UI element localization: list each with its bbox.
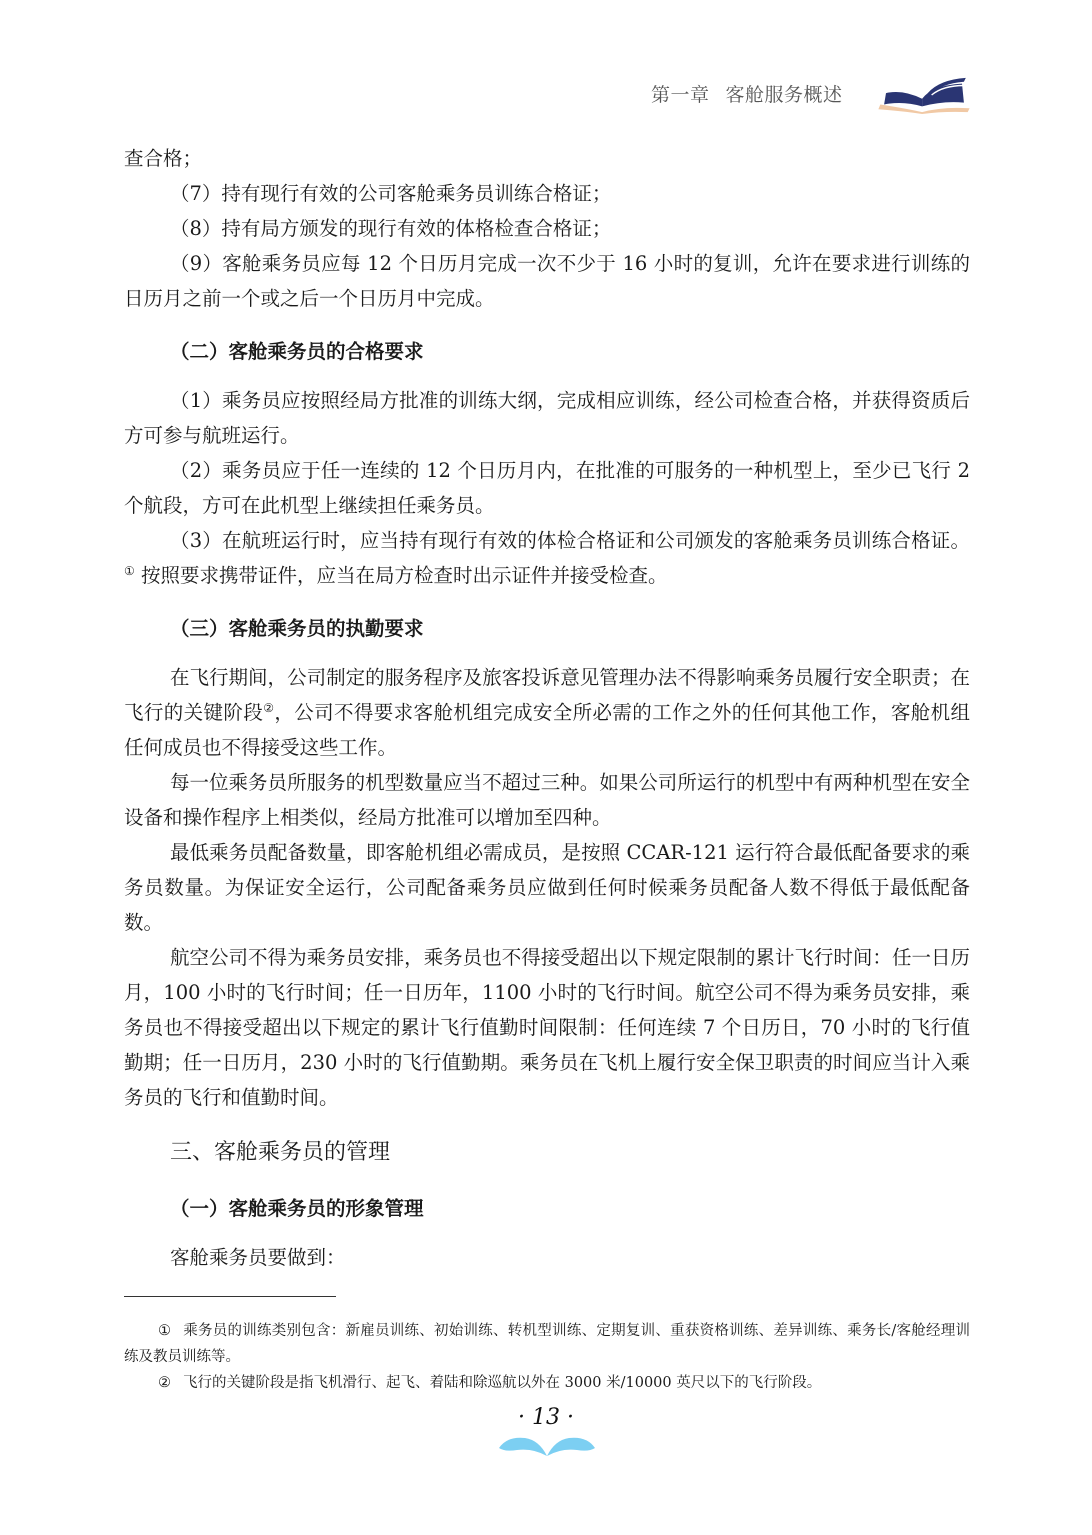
list-item: （2）乘务员应于任一连续的 12 个日历月内，在批准的可服务的一种机型上，至少已飞行 2 个航段，方可在此机型上继续担任乘务员。 (124, 459, 970, 517)
paragraph: 最低乘务员配备数量，即客舱机组必需成员，是按照 CCAR-121 运行符合最低配备要求的乘务员数量。为保证安全运行，公司配备乘务员应做到任何时候乘务员配备人数不得低于最低配备数。 (124, 841, 970, 934)
footnote-ref-1[interactable]: ① (124, 564, 135, 578)
list-item: （9）客舱乘务员应每 12 个日历月完成一次不少于 16 小时的复训，允许在要求进行训练的日历月之前一个或之后一个日历月中完成。 (124, 252, 970, 310)
paragraph: 在飞行期间，公司制定的服务程序及旅客投诉意见管理办法不得影响乘务员履行安全职责；在飞行的关键阶段②，公司不得要求客舱机组完成安全所必需的工作之外的任何其他工作，客舱机组任何成员也不得接受这些工作。 (124, 666, 970, 759)
section-heading-duty: （三）客舱乘务员的执勤要求 (170, 617, 424, 640)
page-body (124, 141, 970, 1275)
chapter-number: 第一章 (651, 84, 710, 106)
list-item: （3）在航班运行时，应当持有现行有效的体检合格证和公司颁发的客舱乘务员训练合格证。① 按照要求携带证件，应当在局方检查时出示证件并接受检查。 (124, 529, 970, 587)
footnote-ref-2[interactable]: ② (263, 701, 275, 715)
wave-ornament-icon (497, 1434, 597, 1458)
list-item: （7）持有现行有效的公司客舱乘务员训练合格证； (170, 182, 612, 205)
paragraph: 航空公司不得为乘务员安排，乘务员也不得接受超出以下规定限制的累计飞行时间：任一日历月，100 小时的飞行时间；任一日历年，1100 小时的飞行时间。航空公司不得为乘务员安排，乘务员也不得接受超出以下规定的累计飞行值勤时间限制：任何连续 7 个日历日，70 小时的飞行值勤期；任一日历月，230 小时的飞行值勤期。乘务员在飞机上履行安全保卫职责的时间应当计入乘务员的飞行和值勤时间。 (124, 946, 970, 1109)
list-item: （8）持有局方颁发的现行有效的体格检查合格证； (170, 217, 612, 240)
continuation-line: 查合格； (124, 147, 203, 170)
page-number: · 13 · (518, 1405, 574, 1430)
chapter-title: 客舱服务概述 (725, 84, 843, 106)
footnotes (124, 1318, 970, 1396)
open-book-icon (876, 76, 972, 114)
part-heading-management: 三、客舱乘务员的管理 (170, 1140, 391, 1165)
footnote: ② 飞行的关键阶段是指飞机滑行、起飞、着陆和除巡航以外在 3000 米/10000 英尺以下的飞行阶段。 (158, 1375, 822, 1391)
section-heading-image: （一）客舱乘务员的形象管理 (170, 1197, 424, 1220)
footnote-divider (124, 1296, 336, 1297)
paragraph: 每一位乘务员所服务的机型数量应当不超过三种。如果公司所运行的机型中有两种机型在安全设备和操作程序上相类似，经局方批准可以增加至四种。 (124, 771, 970, 829)
list-item: （1）乘务员应按照经局方批准的训练大纲，完成相应训练，经公司检查合格，并获得资质后方可参与航班运行。 (124, 389, 970, 447)
paragraph: 客舱乘务员要做到： (170, 1246, 346, 1269)
footnote: ① 乘务员的训练类别包含：新雇员训练、初始训练、转机型训练、定期复训、重获资格训练、差异训练、乘务长/客舱经理训练及教员训练等。 (124, 1323, 971, 1365)
section-heading-qualification: （二）客舱乘务员的合格要求 (170, 340, 424, 363)
running-header (651, 80, 843, 110)
